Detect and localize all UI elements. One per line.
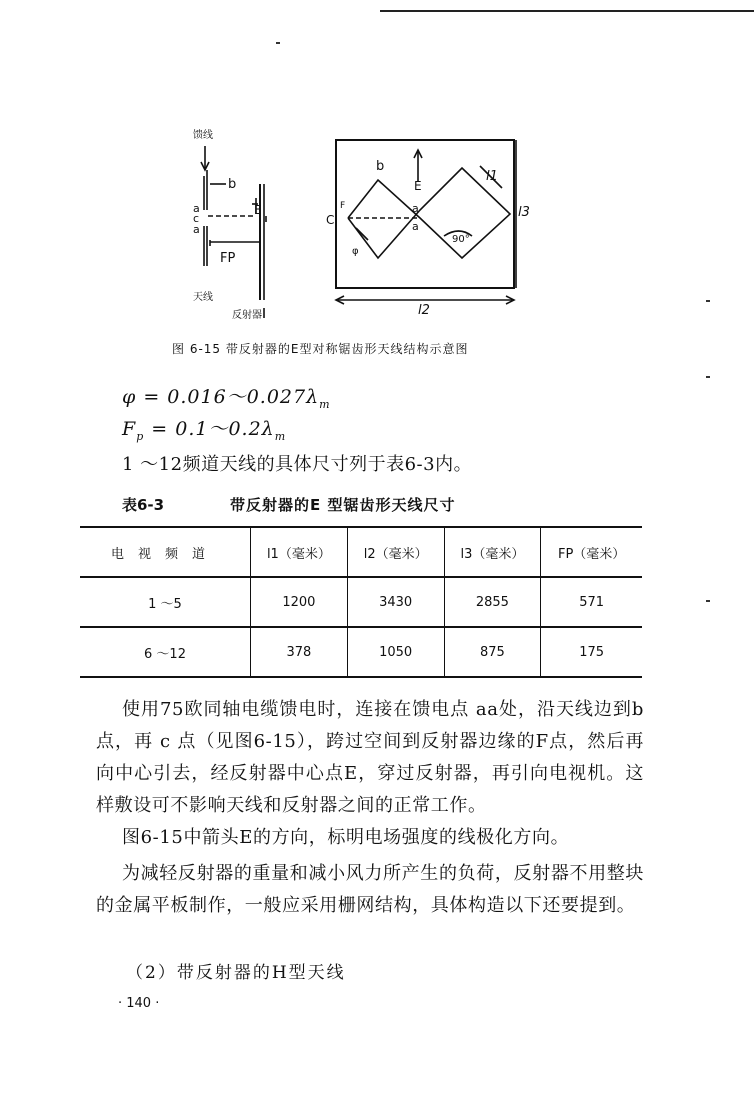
table-row: [80, 577, 642, 627]
label-l1: l1: [486, 169, 498, 184]
dimensions-table: [80, 526, 642, 678]
label-l3: l3: [518, 205, 530, 220]
figure-caption: 图 6-15 带反射器的E型对称锯齿形天线结构示意图: [172, 342, 469, 356]
label-F: F: [340, 201, 346, 211]
cell-l1: 378: [251, 627, 348, 677]
cell-fp: 175: [541, 627, 642, 677]
label-a-mid-top: a: [412, 202, 419, 215]
label-b-left: b: [228, 177, 237, 192]
label-fp: FP: [220, 251, 236, 266]
subheading-h-antenna: （2）带反射器的H型天线: [126, 963, 346, 983]
table-header-row: [80, 527, 642, 577]
cell-l3: 2855: [444, 577, 541, 627]
label-l2: l2: [418, 303, 430, 318]
label-phi: φ: [352, 246, 359, 257]
header-l1: l1（毫米）: [251, 527, 348, 577]
header-l3: l3（毫米）: [444, 527, 541, 577]
cell-l1: 1200: [251, 577, 348, 627]
cell-fp: 571: [541, 577, 642, 627]
label-c-left: c: [193, 212, 200, 225]
table-label: 表6-3: [122, 496, 165, 514]
table-row: [80, 627, 642, 677]
formula-fp: $F_p$ = $0.1\sim 0.2\lambda_m$: [122, 418, 287, 443]
cell-channel: 1 ～5: [80, 577, 251, 627]
page-number: · 140 ·: [118, 996, 160, 1011]
formula-phi: $\varphi = 0.016\sim 0.027\lambda_m$: [122, 386, 331, 411]
label-a-mid-bottom: a: [412, 220, 419, 233]
label-E-right: E: [414, 179, 422, 193]
label-b-right: b: [376, 159, 385, 174]
paragraph-polarization: 图6-15中箭头E的方向，标明电场强度的线极化方向。: [122, 827, 570, 848]
label-E-left: E: [254, 203, 262, 217]
intro-line: 1 ～12频道天线的具体尺寸列于表6-3内。: [122, 454, 473, 475]
scan-speck: [706, 300, 710, 302]
cell-l3: 875: [444, 627, 541, 677]
reflector-plate: [336, 140, 514, 288]
scan-speck: [276, 42, 280, 44]
cell-l2: 3430: [347, 577, 444, 627]
scan-speck: [706, 600, 710, 602]
header-l2: l2（毫米）: [347, 527, 444, 577]
front-view: [336, 140, 516, 304]
table-name: 带反射器的E 型锯齿形天线尺寸: [230, 496, 456, 514]
label-a-bottom: a: [193, 223, 200, 236]
label-antenna: 天线: [193, 292, 213, 303]
label-angle: 90°: [452, 234, 470, 245]
label-feedline: 馈线: [193, 130, 213, 141]
header-channel: 电视频道: [80, 527, 251, 577]
phi-marker: [356, 228, 368, 240]
paragraph-feeding: 使用75欧同轴电缆馈电时，连接在馈电点 aa处，沿天线边到b 点，再 c 点（见图6-15），跨过空间到反射器边缘的F点，然后再向中心引去，经反射器中心点E，穿过反射器，再引向电视机。这样敷设可不影响天线和反射器之间的正常工作。: [96, 699, 644, 816]
label-a-top: a: [193, 202, 200, 215]
antenna-figure: [180, 118, 560, 330]
cell-l2: 1050: [347, 627, 444, 677]
page-top-rule: [380, 10, 754, 12]
label-reflector: 反射器: [232, 310, 262, 321]
cell-channel: 6 ～12: [80, 627, 251, 677]
scan-speck: [706, 376, 710, 378]
header-fp: FP（毫米）: [541, 527, 642, 577]
paragraph-reflector-grid: 为减轻反射器的重量和减小风力所产生的负荷，反射器不用整块的金属平板制作，一般应采用栅网结构，具体构造以下还要提到。: [96, 863, 644, 916]
label-C: C: [326, 213, 335, 227]
